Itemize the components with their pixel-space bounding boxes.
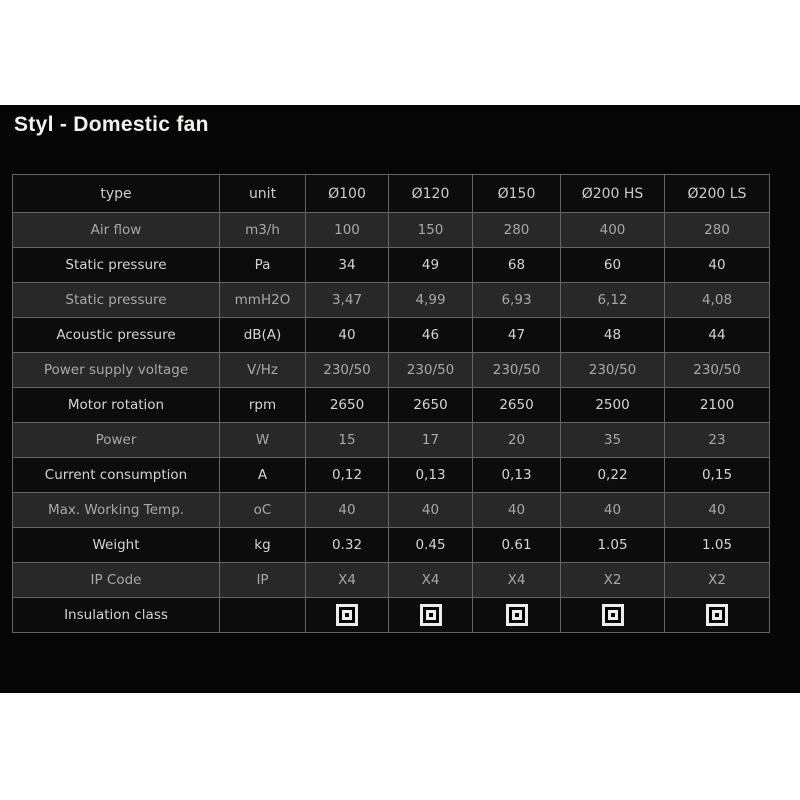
row-unit-cell: kg [220, 528, 306, 563]
value-cell [561, 598, 665, 633]
value-cell: 2500 [561, 388, 665, 423]
row-label-cell: Insulation class [13, 598, 220, 633]
double-insulation-icon [506, 604, 528, 626]
table-row [13, 213, 770, 248]
double-insulation-icon [420, 604, 442, 626]
value-cell: 0,15 [665, 458, 770, 493]
value-cell: 6,12 [561, 283, 665, 318]
double-insulation-icon [706, 604, 728, 626]
value-cell: 230/50 [473, 353, 561, 388]
value-cell: 2100 [665, 388, 770, 423]
table-row [13, 353, 770, 388]
double-insulation-icon-inner [608, 610, 618, 620]
value-cell: 4,08 [665, 283, 770, 318]
value-cell: 0.61 [473, 528, 561, 563]
spec-table [12, 174, 770, 633]
value-cell: 35 [561, 423, 665, 458]
value-cell: 280 [665, 213, 770, 248]
row-unit-cell: rpm [220, 388, 306, 423]
header-cell-d200ls: Ø200 LS [665, 175, 770, 213]
value-cell: 23 [665, 423, 770, 458]
row-label-cell: Static pressure [13, 248, 220, 283]
row-label-cell: Air flow [13, 213, 220, 248]
value-cell: X4 [389, 563, 473, 598]
value-cell: 1.05 [665, 528, 770, 563]
row-unit-cell: m3/h [220, 213, 306, 248]
value-cell: 1.05 [561, 528, 665, 563]
value-cell: 68 [473, 248, 561, 283]
value-cell: 47 [473, 318, 561, 353]
value-cell: 0.45 [389, 528, 473, 563]
row-unit-cell: dB(A) [220, 318, 306, 353]
double-insulation-icon-inner [342, 610, 352, 620]
row-unit-cell: oC [220, 493, 306, 528]
value-cell: X4 [306, 563, 389, 598]
value-cell: 2650 [389, 388, 473, 423]
value-cell: 400 [561, 213, 665, 248]
row-label-cell: Current consumption [13, 458, 220, 493]
value-cell: 150 [389, 213, 473, 248]
value-cell: 48 [561, 318, 665, 353]
row-label-cell: Static pressure [13, 283, 220, 318]
page-title: Styl - Domestic fan [14, 113, 209, 136]
row-unit-cell: W [220, 423, 306, 458]
double-insulation-icon [336, 604, 358, 626]
value-cell: 4,99 [389, 283, 473, 318]
table-row [13, 528, 770, 563]
table-row [13, 458, 770, 493]
value-cell: 230/50 [389, 353, 473, 388]
table-row [13, 388, 770, 423]
row-label-cell: Weight [13, 528, 220, 563]
value-cell: 40 [306, 318, 389, 353]
table-row [13, 318, 770, 353]
value-cell: X4 [473, 563, 561, 598]
value-cell: 280 [473, 213, 561, 248]
value-cell: 2650 [473, 388, 561, 423]
table-row [13, 248, 770, 283]
value-cell: 40 [389, 493, 473, 528]
double-insulation-icon [602, 604, 624, 626]
value-cell: X2 [665, 563, 770, 598]
header-cell-d200hs: Ø200 HS [561, 175, 665, 213]
row-unit-cell: mmH2O [220, 283, 306, 318]
value-cell [473, 598, 561, 633]
value-cell: 3,47 [306, 283, 389, 318]
row-label-cell: Power supply voltage [13, 353, 220, 388]
row-label-cell: Acoustic pressure [13, 318, 220, 353]
value-cell: 6,93 [473, 283, 561, 318]
header-cell-d100: Ø100 [306, 175, 389, 213]
header-cell-unit: unit [220, 175, 306, 213]
value-cell: 44 [665, 318, 770, 353]
value-cell [389, 598, 473, 633]
value-cell: 230/50 [561, 353, 665, 388]
double-insulation-icon-inner [712, 610, 722, 620]
table-row [13, 598, 770, 633]
header-cell-d120: Ø120 [389, 175, 473, 213]
value-cell: 2650 [306, 388, 389, 423]
row-unit-cell: A [220, 458, 306, 493]
value-cell: 40 [473, 493, 561, 528]
spec-panel [0, 105, 800, 693]
value-cell: 40 [665, 248, 770, 283]
value-cell: 0,13 [473, 458, 561, 493]
value-cell: 60 [561, 248, 665, 283]
value-cell: 34 [306, 248, 389, 283]
table-row [13, 493, 770, 528]
value-cell: 230/50 [665, 353, 770, 388]
value-cell: X2 [561, 563, 665, 598]
value-cell: 49 [389, 248, 473, 283]
value-cell [665, 598, 770, 633]
header-cell-type: type [13, 175, 220, 213]
value-cell: 0,13 [389, 458, 473, 493]
value-cell: 100 [306, 213, 389, 248]
header-row [13, 175, 770, 213]
double-insulation-icon-inner [426, 610, 436, 620]
value-cell: 40 [561, 493, 665, 528]
table-row [13, 283, 770, 318]
value-cell: 46 [389, 318, 473, 353]
table-row [13, 423, 770, 458]
row-unit-cell: Pa [220, 248, 306, 283]
table-row [13, 563, 770, 598]
value-cell: 15 [306, 423, 389, 458]
value-cell: 40 [306, 493, 389, 528]
row-unit-cell [220, 598, 306, 633]
row-label-cell: Motor rotation [13, 388, 220, 423]
row-label-cell: IP Code [13, 563, 220, 598]
value-cell: 0,12 [306, 458, 389, 493]
row-label-cell: Max. Working Temp. [13, 493, 220, 528]
value-cell: 230/50 [306, 353, 389, 388]
value-cell: 20 [473, 423, 561, 458]
double-insulation-icon-inner [512, 610, 522, 620]
value-cell: 17 [389, 423, 473, 458]
row-label-cell: Power [13, 423, 220, 458]
value-cell: 0,22 [561, 458, 665, 493]
row-unit-cell: IP [220, 563, 306, 598]
value-cell: 0.32 [306, 528, 389, 563]
value-cell: 40 [665, 493, 770, 528]
row-unit-cell: V/Hz [220, 353, 306, 388]
value-cell [306, 598, 389, 633]
header-cell-d150: Ø150 [473, 175, 561, 213]
